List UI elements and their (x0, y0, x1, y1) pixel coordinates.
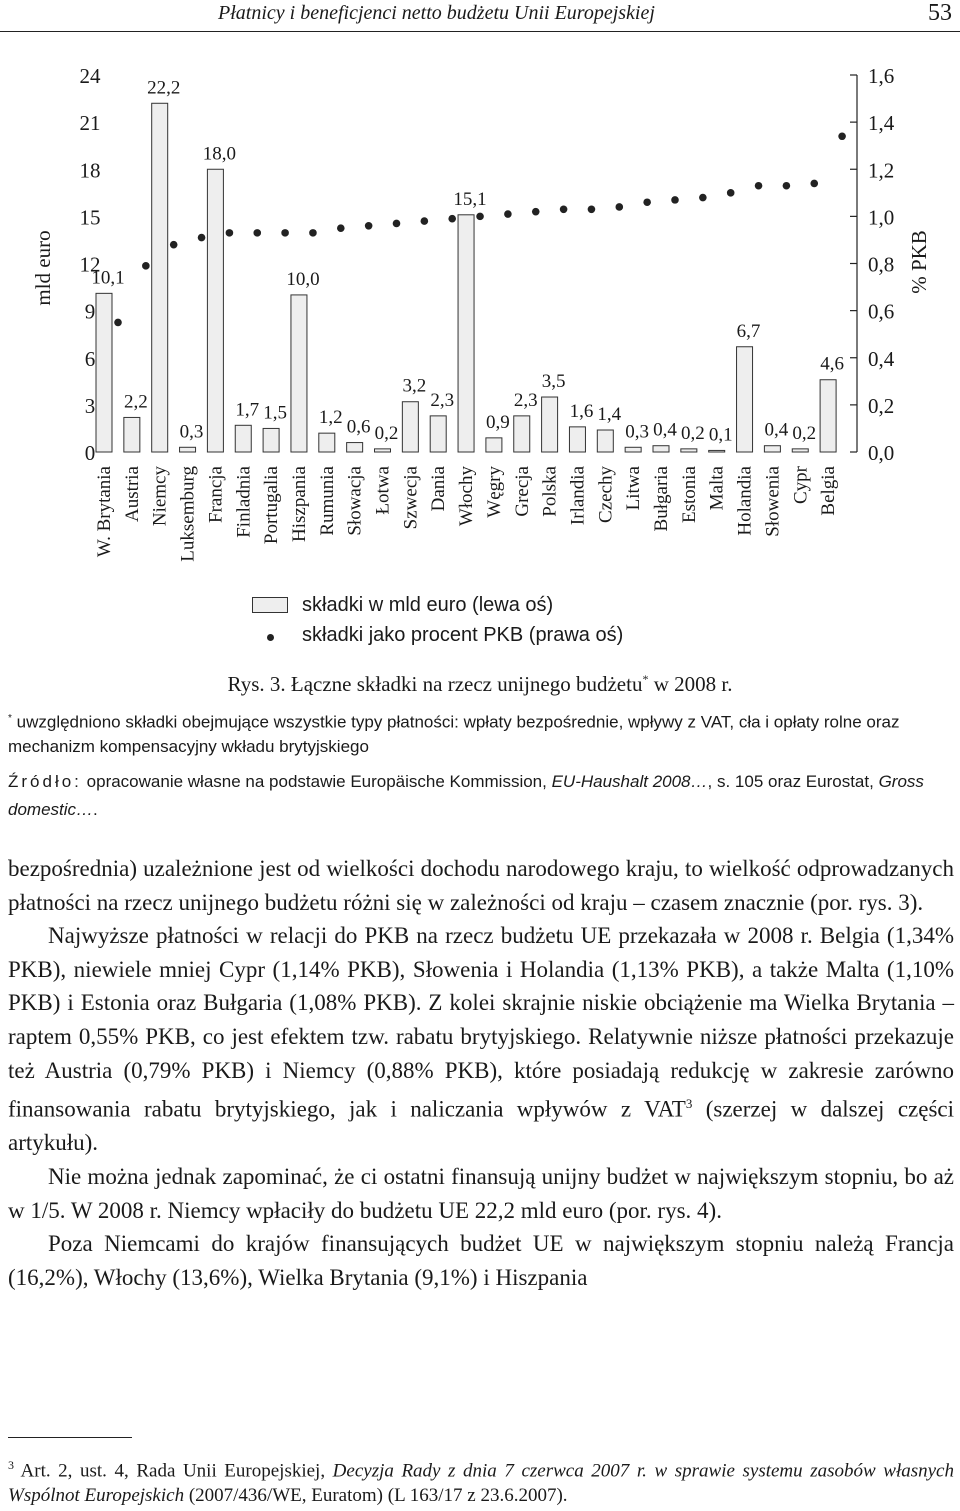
figure-note: * uwzględniono składki obejmujące wszystkie typy płatności: wpłaty bezpośrednie, wpływy z VAT, cła i opłaty rolne oraz mechanizm kompensacyjny wkładu brytyjskiego (8, 712, 900, 756)
bar-value-label: 6,7 (736, 320, 761, 342)
left-tick-label: 21 (79, 111, 101, 136)
right-tick-label: 0,0 (868, 441, 895, 465)
pkb-point-19 (616, 203, 624, 211)
category-label: Słowenia (762, 466, 784, 537)
category-label: Rumunia (316, 466, 338, 536)
category-label: Niemcy (149, 466, 171, 527)
pkb-point-8 (309, 229, 317, 237)
bar-value-label: 2,2 (123, 391, 148, 413)
bar-value-label: 0,3 (625, 421, 650, 443)
category-label: Holandia (734, 466, 756, 536)
bar-value-label: 2,3 (513, 389, 538, 411)
pkb-point-9 (337, 224, 345, 232)
category-label: Hiszpania (288, 466, 310, 542)
footnote-rule (8, 1437, 132, 1438)
bar-value-label: 1,4 (597, 404, 622, 426)
pkb-point-18 (588, 206, 596, 214)
bar-24 (737, 347, 753, 452)
category-label: Irlandia (567, 466, 589, 526)
left-tick-label: 6 (84, 346, 96, 371)
right-tick-label: 1,4 (868, 111, 895, 136)
left-tick-label: 9 (84, 299, 96, 324)
bar-27 (820, 380, 836, 452)
category-label: Malta (706, 466, 728, 511)
bar-13 (430, 416, 446, 452)
left-tick-label: 15 (79, 205, 101, 230)
footnote-3: $^3$ Art. 2, ust. 4, Rada Unii Europejskiej, Decyzja Rady z dnia 7 czerwca 2007 r. w sprawie systemu zasobów własnych Wspólnot Europejskich (2007/436/WE, Euratom) (L 163/17 z 23.6.2007). (8, 1458, 954, 1507)
category-label: Słowacja (344, 466, 366, 536)
pkb-point-2 (142, 262, 150, 270)
bar-value-label: 0,4 (764, 419, 789, 441)
bar-6 (235, 425, 251, 452)
page-number: 53 (928, 0, 952, 26)
pkb-point-1 (114, 319, 122, 327)
pkb-point-5 (226, 229, 234, 237)
right-tick-label: 0,6 (868, 299, 895, 324)
pkb-point-25 (783, 182, 791, 190)
bar-value-label: 0,1 (708, 424, 733, 446)
bar-10 (347, 443, 363, 452)
bar-20 (625, 447, 641, 452)
bar-value-label: 0,2 (374, 422, 399, 444)
bar-value-label: 0,4 (653, 419, 677, 441)
bar-value-label: 0,6 (346, 416, 371, 438)
left-tick-label: 18 (79, 158, 101, 183)
bar-2 (124, 417, 140, 452)
category-label: Czechy (595, 466, 617, 523)
left-tick-label: 12 (79, 252, 101, 277)
bar-17 (542, 397, 558, 452)
source-label: Źródło: (8, 772, 82, 791)
right-tick-label: 1,2 (868, 158, 895, 183)
bar-value-label: 10,0 (286, 268, 320, 290)
bar-value-label: 1,7 (235, 399, 260, 421)
left-tick-label: 24 (79, 64, 101, 88)
bar-8 (291, 295, 307, 452)
bar-value-label: 0,9 (486, 411, 510, 433)
category-label: Cypr (790, 466, 812, 504)
bar-18 (569, 427, 585, 452)
paragraph-1: bezpośrednia) uzależnione jest od wielkości dochodu narodowego kraju, to wielkość odprowadzanych płatności na rzecz unijnego budżetu różni się w zależności od kraju – czasem znacznie (por. rys. 3). (8, 856, 954, 915)
category-label: Polska (539, 466, 561, 517)
body-text (8, 852, 954, 1294)
category-label: Litwa (623, 466, 645, 511)
bar-11 (375, 449, 391, 452)
category-label: Dania (428, 466, 450, 512)
category-label: Francja (205, 466, 227, 523)
bar-16 (514, 416, 530, 452)
pkb-point-16 (532, 208, 540, 216)
bar-value-label: 0,3 (179, 421, 204, 443)
bar-12 (402, 402, 418, 452)
bar-value-label: 1,6 (569, 400, 594, 422)
pkb-point-4 (198, 234, 206, 242)
pkb-point-22 (699, 194, 707, 202)
y-axis-right-label: % PKB (907, 230, 931, 294)
figure-source: Źródło: opracowanie własne na podstawie Europäische Kommission, EU-Haushalt 2008…, s. 105 oraz Eurostat, Gross domestic…. (8, 772, 924, 819)
pkb-point-26 (810, 180, 818, 188)
bar-value-label: 15,1 (453, 188, 487, 210)
pkb-point-14 (476, 213, 484, 221)
legend-item-bars (252, 590, 623, 620)
category-label: Austria (121, 466, 143, 522)
bar-value-label: 2,3 (430, 389, 455, 411)
category-label: Grecja (511, 466, 533, 517)
category-label: Włochy (456, 466, 478, 527)
bar-value-label: 18,0 (202, 143, 237, 165)
pkb-point-21 (671, 196, 679, 204)
page-header (0, 0, 960, 30)
bar-15 (486, 438, 502, 452)
legend-item-dots (252, 620, 623, 650)
bar-value-label: 0,2 (792, 422, 817, 444)
y-axis-left-label: mld euro (31, 230, 55, 306)
pkb-point-13 (448, 215, 456, 223)
pkb-point-3 (170, 241, 178, 249)
paragraph-4: Poza Niemcami do krajów finansujących budżet UE w największym stopniu należą Francja (16,2%), Włochy (13,6%), Wielka Brytania (9,1%) i Hiszpania (8, 1231, 954, 1290)
running-title: Płatnicy i beneficjenci netto budżetu Unii Europejskiej (218, 2, 655, 24)
bar-value-label: 22,2 (147, 77, 181, 99)
legend-label-dots: składki jako procent PKB (prawa oś) (302, 623, 624, 646)
legend-swatch-dot (267, 634, 274, 641)
category-label: W. Brytania (94, 466, 115, 558)
footnote-ref-3: 3 (685, 1096, 693, 1112)
contributions-chart (0, 50, 960, 590)
category-label: Węgry (483, 466, 505, 518)
bar-value-label: 0,2 (680, 422, 705, 444)
header-rule (0, 31, 960, 32)
right-tick-label: 0,8 (868, 252, 895, 277)
bar-value-label: 3,5 (541, 371, 566, 393)
category-label: Bułgaria (651, 466, 672, 532)
right-tick-label: 1,0 (868, 205, 895, 230)
bar-14 (458, 215, 474, 452)
chart-legend (252, 590, 623, 650)
pkb-point-11 (393, 220, 401, 228)
pkb-point-17 (560, 206, 568, 214)
legend-label-bars: składki w mld euro (lewa oś) (302, 593, 554, 616)
paragraph-2: Najwyższe płatności w relacji do PKB na rzecz budżetu UE przekazała w 2008 r. Belgia (1,34% PKB), niewiele mniej Cypr (1,14% PKB), Słowenia i Holandia (1,13% PKB), a także Malta (1,10% PKB) i Estonia oraz Bułgaria (1,08% PKB). Z kolei skrajnie niskie obciążenie ma Wielka Brytania – raptem 0,55% PKB, co jest efektem tzw. rabatu brytyjskiego. Relatywnie niższe płatności przekazuje też Austria (0,79% PKB) i Niemcy (0,88% PKB), które posiadają redukcję w zakresie zarówno finansowania rabatu brytyjskiego, jak i naliczania wpływów z VAT$^3$ (szerzej w dalszej części artykułu). (8, 923, 954, 1156)
pkb-point-23 (727, 189, 735, 197)
pkb-point-15 (504, 210, 512, 218)
bar-value-label: 4,6 (820, 353, 844, 375)
category-label: Finladnia (233, 466, 255, 538)
bar-5 (207, 169, 223, 452)
bar-value-label: 1,5 (263, 402, 287, 424)
category-label: Luksemburg (177, 466, 199, 562)
right-tick-label: 0,4 (868, 346, 895, 371)
pkb-point-24 (755, 182, 763, 190)
bar-value-label: 10,1 (91, 267, 125, 289)
pkb-point-6 (253, 229, 261, 237)
bar-9 (319, 433, 335, 452)
bar-1 (96, 293, 112, 452)
right-tick-label: 1,6 (868, 64, 895, 88)
bar-4 (180, 447, 196, 452)
left-tick-label: 3 (84, 393, 96, 418)
category-label: Portugalia (261, 466, 283, 545)
category-label: Belgia (818, 466, 840, 516)
bar-26 (792, 449, 808, 452)
bar-19 (597, 430, 613, 452)
pkb-point-10 (365, 222, 373, 230)
pkb-point-7 (281, 229, 289, 237)
paragraph-3: Nie można jednak zapominać, że ci ostatni finansują unijny budżet w największym stopniu, bo aż w 1/5. W 2008 r. Niemcy wpłaciły do budżetu UE 22,2 mld euro (por. rys. 4). (8, 1164, 954, 1223)
bar-21 (653, 446, 669, 452)
pkb-point-20 (643, 198, 651, 206)
category-label: Estonia (678, 466, 700, 523)
pkb-point-27 (838, 132, 846, 140)
category-label: Łotwa (372, 466, 394, 515)
bar-7 (263, 428, 279, 452)
legend-swatch-bar (252, 597, 288, 613)
bar-value-label: 3,2 (402, 375, 427, 397)
bar-22 (681, 449, 697, 452)
figure-caption: Rys. 3. Łączne składki na rzecz unijnego budżetu* w 2008 r. (227, 672, 733, 696)
bar-value-label: 1,2 (318, 407, 343, 429)
pkb-point-12 (421, 217, 429, 225)
bar-23 (709, 450, 725, 452)
left-tick-label: 0 (84, 441, 96, 465)
bar-25 (764, 446, 780, 452)
category-label: Szwecja (400, 466, 422, 530)
right-tick-label: 0,2 (868, 393, 895, 418)
bar-3 (152, 103, 168, 452)
